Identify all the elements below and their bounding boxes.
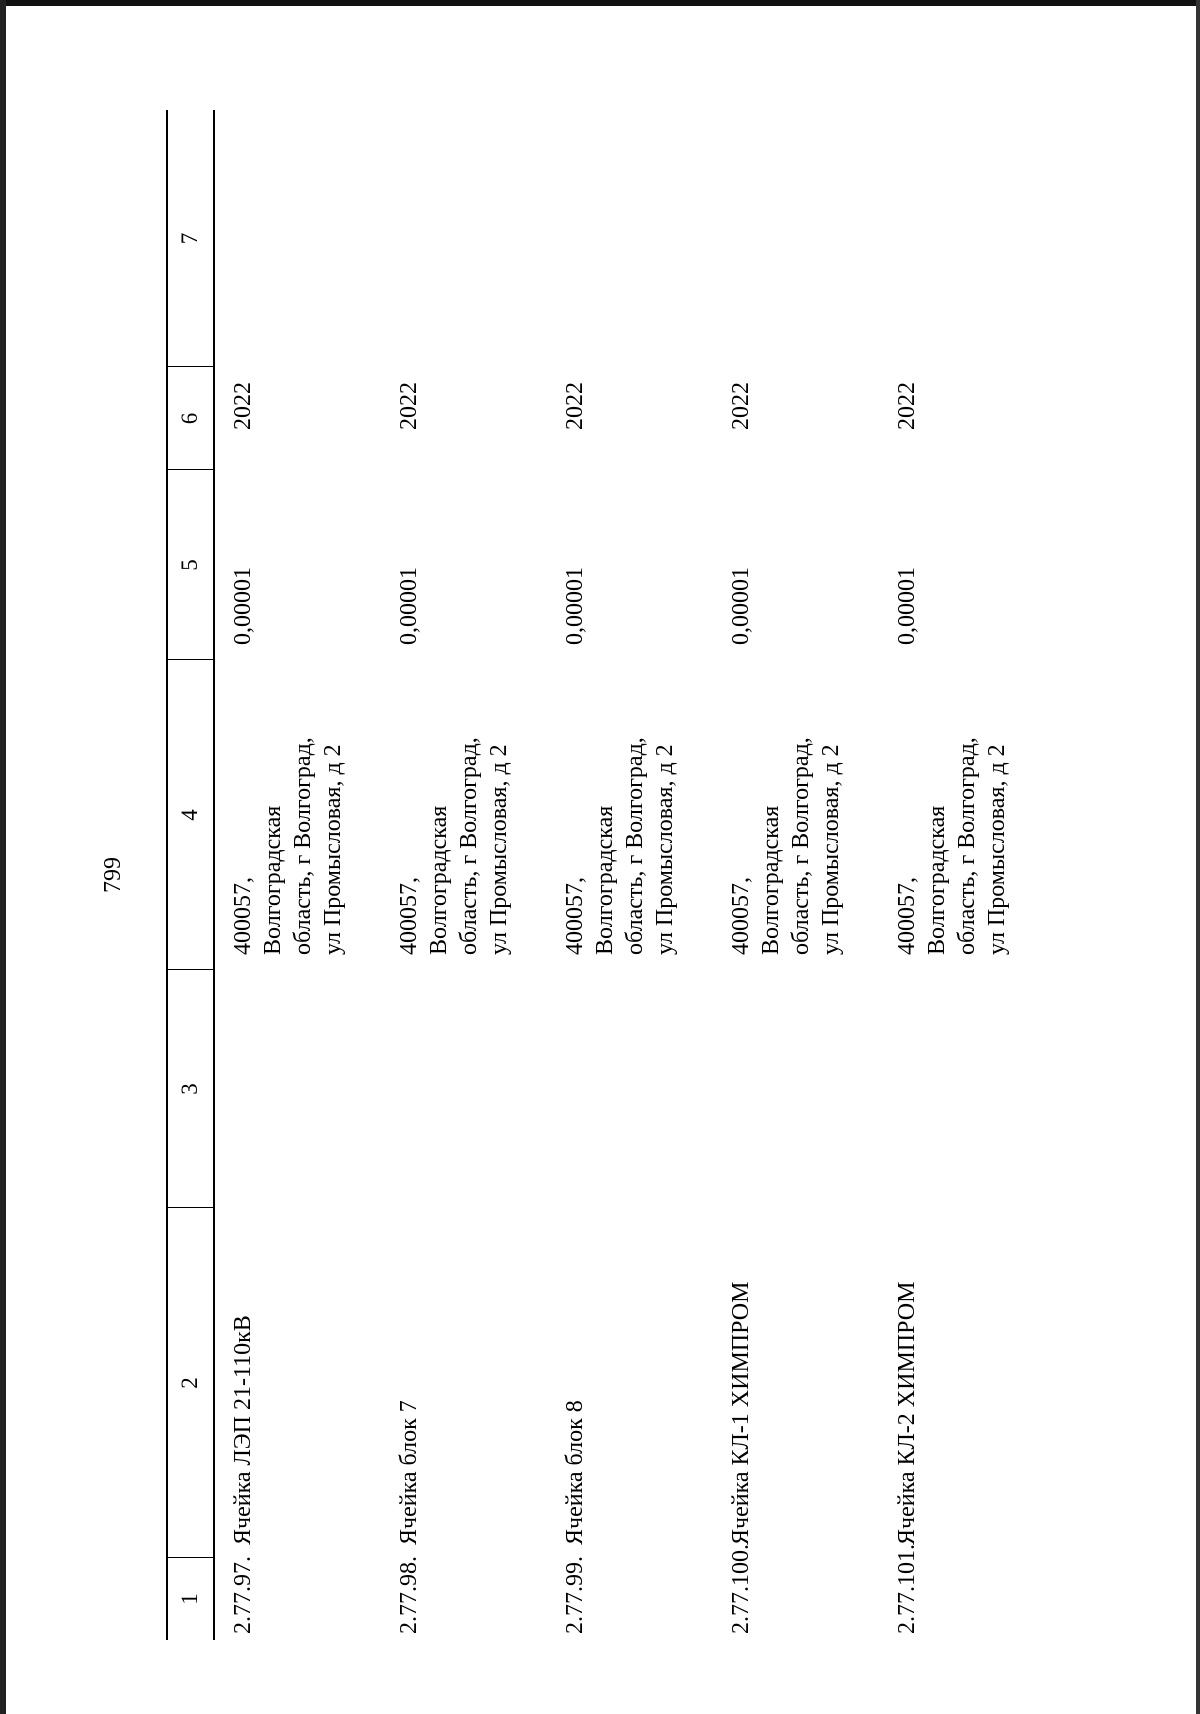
row-year: 2022	[396, 382, 422, 430]
address-line: область, г Волгоград,	[954, 737, 980, 955]
row-year: 2022	[894, 382, 920, 430]
row-address	[394, 695, 514, 955]
rotated-table-sheet	[70, 110, 1100, 1640]
row-number: 2.77.98.	[396, 1556, 422, 1634]
row-value: 0,00001	[728, 567, 754, 645]
column-header-5: 5	[177, 559, 202, 571]
address-line: ул Промысловая, д 2	[652, 744, 678, 955]
row-name: Ячейка блок 8	[562, 1400, 588, 1545]
address-line: 400057,	[230, 877, 256, 955]
row-address	[892, 695, 1012, 955]
address-line: Волгоградская	[758, 805, 784, 955]
row-value: 0,00001	[562, 567, 588, 645]
row-year: 2022	[728, 382, 754, 430]
address-line: Волгоградская	[924, 805, 950, 955]
column-header-2: 2	[177, 1377, 202, 1389]
address-line: Волгоградская	[592, 805, 618, 955]
header-top-rule	[166, 110, 168, 1640]
row-name: Ячейка ЛЭП 21-110кВ	[230, 1315, 256, 1545]
row-value: 0,00001	[230, 567, 256, 645]
address-line: 400057,	[396, 877, 422, 955]
address-line: ул Промысловая, д 2	[818, 744, 844, 955]
column-header-7: 7	[177, 232, 202, 245]
address-line: область, г Волгоград,	[456, 737, 482, 955]
column-header-6: 6	[177, 412, 202, 425]
row-value: 0,00001	[396, 567, 422, 645]
address-line: 400057,	[894, 877, 920, 955]
row-address	[560, 695, 680, 955]
address-line: область, г Волгоград,	[622, 737, 648, 955]
row-year: 2022	[230, 382, 256, 430]
address-line: 400057,	[728, 877, 754, 955]
row-name: Ячейка КЛ-2 ХИМПРОМ	[894, 1281, 920, 1545]
address-line: область, г Волгоград,	[290, 737, 316, 955]
page-number: 799	[100, 857, 126, 893]
row-name: Ячейка КЛ-1 ХИМПРОМ	[728, 1281, 754, 1545]
address-line: ул Промысловая, д 2	[320, 744, 346, 955]
header-bottom-rule	[213, 110, 215, 1640]
scan-edge-left	[0, 0, 6, 1714]
row-number: 2.77.101.	[894, 1544, 920, 1634]
address-line: ул Промысловая, д 2	[984, 744, 1010, 955]
row-name: Ячейка блок 7	[396, 1400, 422, 1545]
column-header-3: 3	[177, 1083, 202, 1095]
row-value: 0,00001	[894, 567, 920, 645]
address-line: 400057,	[562, 877, 588, 955]
scan-edge-top	[0, 0, 1200, 6]
address-line: ул Промысловая, д 2	[486, 744, 512, 955]
row-address	[726, 695, 846, 955]
row-address	[228, 695, 348, 955]
address-line: Волгоградская	[260, 805, 286, 955]
row-year: 2022	[562, 382, 588, 430]
address-line: Волгоградская	[426, 805, 452, 955]
scan-edge-right	[1196, 0, 1200, 1714]
row-number: 2.77.97.	[230, 1556, 256, 1634]
row-number: 2.77.100.	[728, 1544, 754, 1634]
address-line: область, г Волгоград,	[788, 737, 814, 955]
column-header-1: 1	[177, 1593, 202, 1605]
column-header-4: 4	[177, 809, 202, 821]
row-number: 2.77.99.	[562, 1556, 588, 1634]
